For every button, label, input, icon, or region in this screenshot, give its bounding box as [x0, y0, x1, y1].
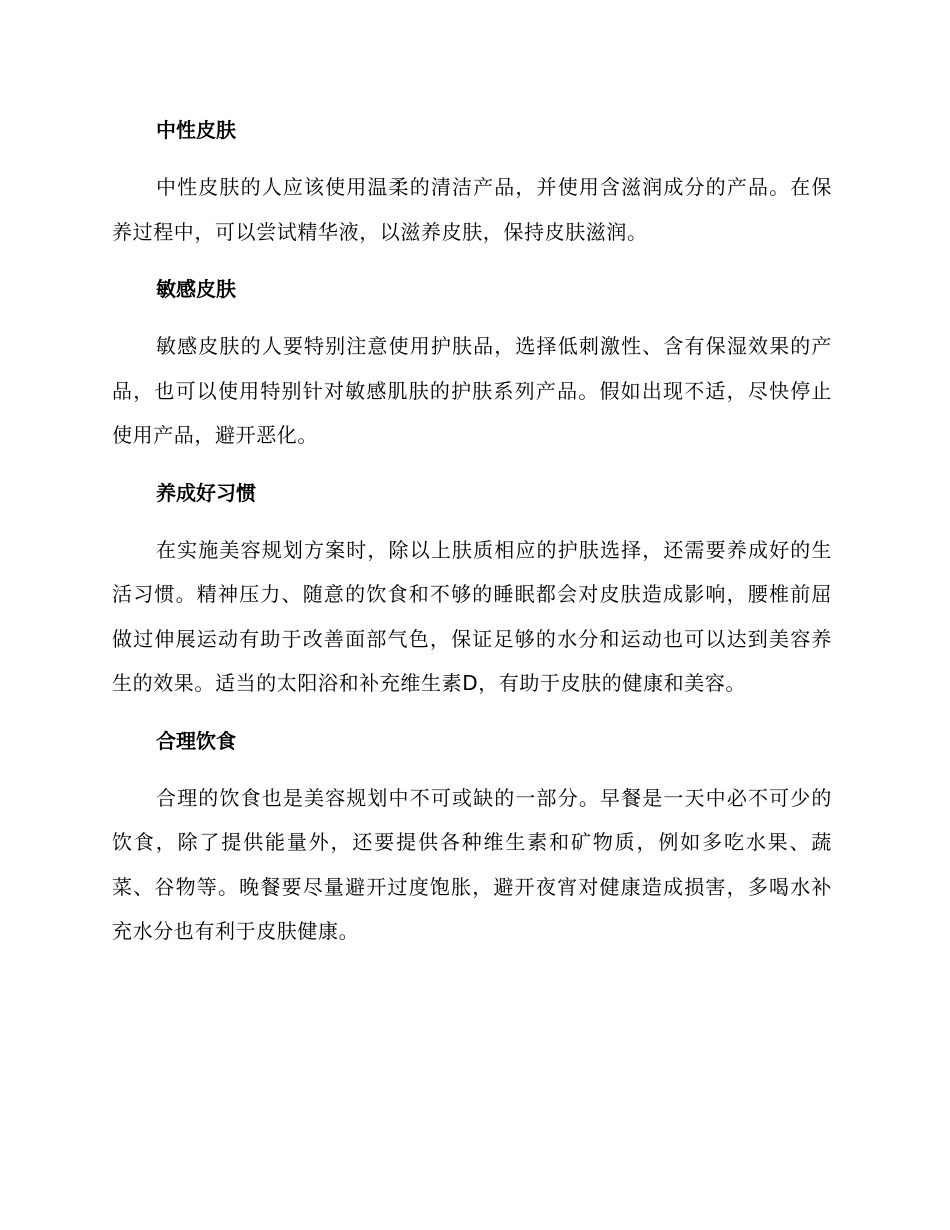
section-healthy-diet [112, 719, 832, 954]
section-paragraph: 合理的饮食也是美容规划中不可或缺的一部分。早餐是一天中必不可少的饮食，除了提供能量外，还要提供各种维生素和矿物质，例如多吃水果、蔬菜、谷物等。晚餐要尽量避开过度饱胀，避开夜宵对健康造成损害，多喝水补充水分也有利于皮肤健康。 [112, 785, 832, 943]
section-heading: 养成好习惯 [156, 480, 256, 505]
section-paragraph: 中性皮肤的人应该使用温柔的清洁产品，并使用含滋润成分的产品。在保养过程中，可以尝试精华液，以滋养皮肤，保持皮肤滋润。 [112, 175, 832, 244]
section-heading: 敏感皮肤 [156, 277, 236, 301]
section-heading: 合理饮食 [156, 728, 236, 753]
section-paragraph: 在实施美容规划方案时，除以上肤质相应的护肤选择，还需要养成好的生活习惯。精神压力、随意的饮食和不够的睡眠都会对皮肤造成影响，腰椎前屈做过伸展运动有助于改善面部气色，保证足够的水分和运动也可以达到美容养生的效果。适当的太阳浴和补充维生素D，有助于皮肤的健康和美容。 [112, 537, 832, 695]
section-sensitive-skin [112, 267, 832, 471]
document-body [112, 108, 832, 954]
section-neutral-skin [112, 108, 832, 267]
section-good-habits [112, 471, 832, 719]
section-paragraph: 敏感皮肤的人要特别注意使用护肤品，选择低刺激性、含有保湿效果的产品，也可以使用特别针对敏感肌肤的护肤系列产品。假如出现不适，尽快停止使用产品，避开恶化。 [112, 334, 832, 447]
section-heading: 中性皮肤 [156, 118, 236, 142]
